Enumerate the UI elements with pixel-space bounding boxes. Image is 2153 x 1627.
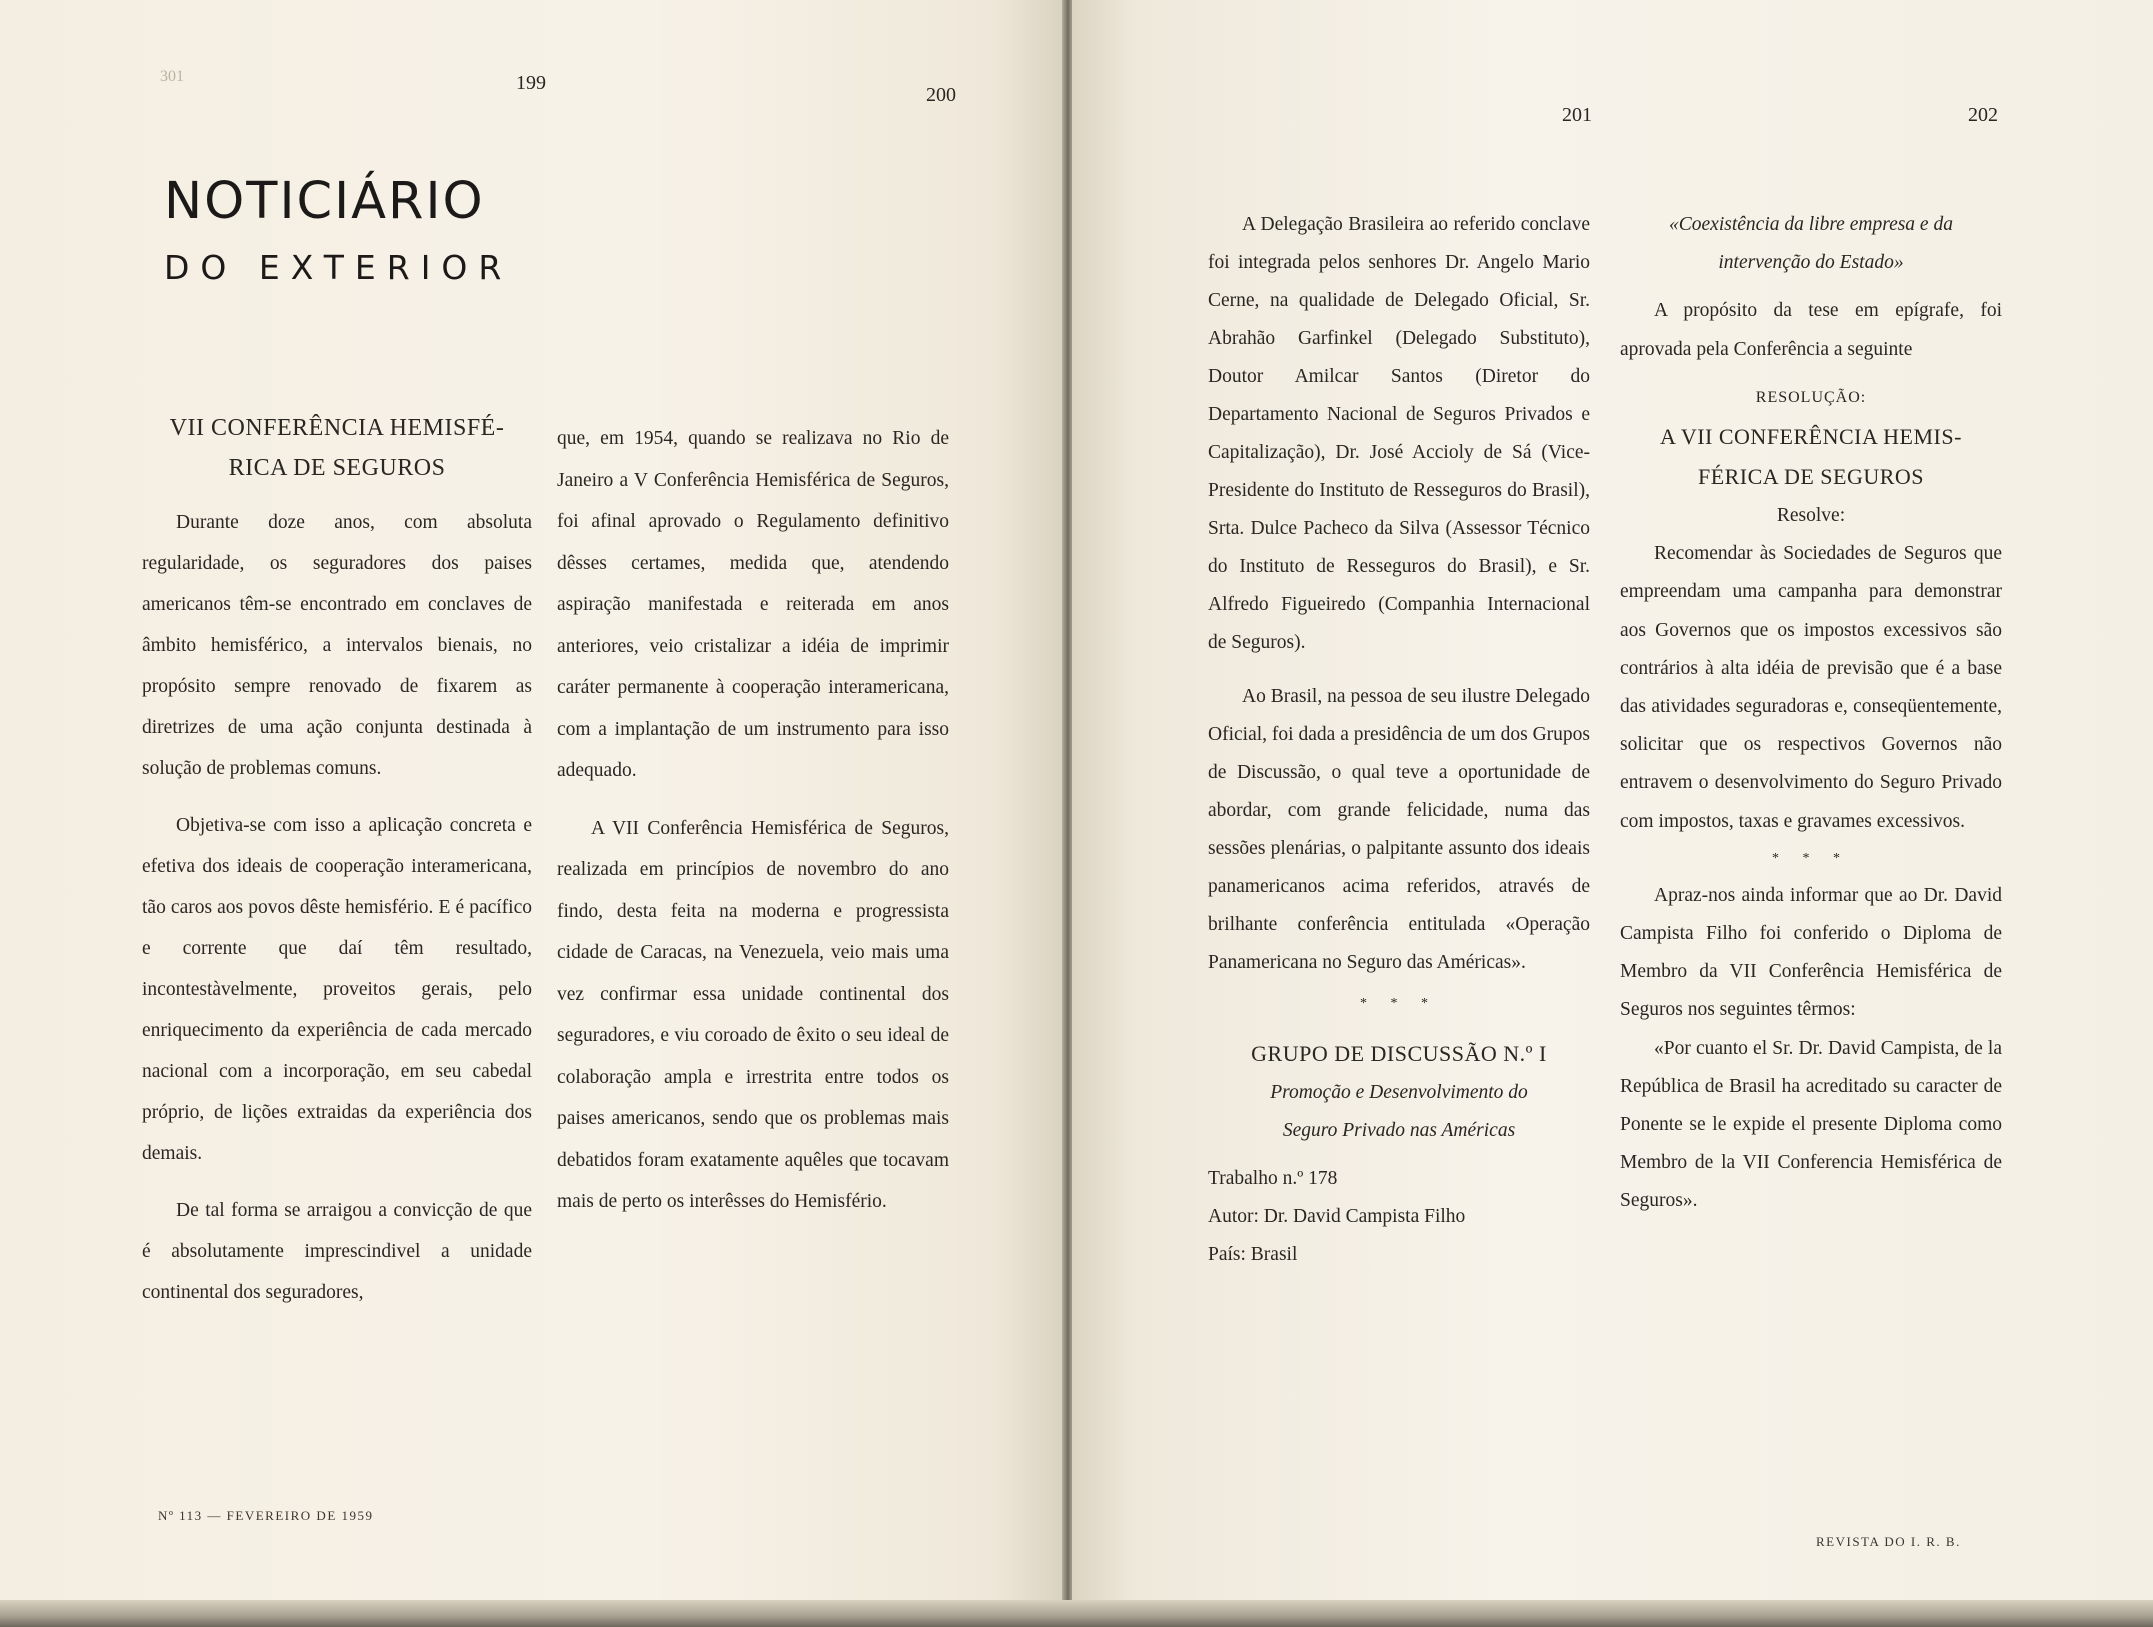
page-number-199: 199 <box>516 72 546 94</box>
paragraph: De tal forma se arraigou a convicção de que é absolutamente imprescindivel a unidade continental dos seguradores, <box>142 1200 532 1303</box>
column-4 <box>1620 206 2002 1221</box>
group-heading: GRUPO DE DISCUSSÃO N.º I <box>1251 1041 1547 1066</box>
left-footer: Nº 113 — FEVEREIRO DE 1959 <box>158 1508 374 1523</box>
paragraph: Objetiva-se com isso a aplicação concreta e efetiva dos ideais de cooperação interamericana, tão caros aos povos dêste hemisfério. E é pacífico e corrente que daí têm resultado, incontestàvelmente, proveitos gerais, pelo enriquecimento da experiência de cada mercado nacional com a incorporação, em seu cabedal próprio, de lições extraidas da experiência dos demais. <box>142 815 532 1164</box>
paragraph: A Delegação Brasileira ao referido conclave foi integrada pelos senhores Dr. Angelo Mario Cerne, na qualidade de Delegado Oficial, Sr. Abrahão Garfinkel (Delegado Substituto), Doutor Amilcar Santos (Diretor do Departamento Nacional de Seguros Privados e Capitalização), Dr. José Accioly de Sá (Vice-Presidente do Instituto de Resseguros do Brasil), Srta. Dulce Pacheco da Silva (Assessor Técnico do Instituto de Resseguros do Brasil), e Sr. Alfredo Figueiredo (Companhia Internacional de Seguros). <box>1208 214 1590 653</box>
resolution-label: RESOLUÇÃO: <box>1755 388 1867 406</box>
resolve-label: Resolve: <box>1776 505 1846 527</box>
thesis-title-line1: «Coexistência da libre empresa e da <box>1669 214 1953 235</box>
page-number-202: 202 <box>1968 104 1998 126</box>
page-bottom-edge <box>0 1600 2153 1627</box>
thesis-title-line2: intervenção do Estado» <box>1718 252 1904 274</box>
corner-mark: 301 <box>160 68 184 85</box>
group-subtitle-line1: Promoção e Desenvolvimento do <box>1270 1082 1528 1103</box>
separator: * * * <box>1360 996 1438 1011</box>
page-number-200: 200 <box>926 84 956 106</box>
column-2 <box>557 418 949 1223</box>
paragraph: Ao Brasil, na pessoa de seu ilustre Delegado Oficial, foi dada a presidência de um dos Grupos de Discussão, o qual teve a oportunidade de abordar, com grande felicidade, numa das sessões plenárias, o palpitante assunto dos ideais panamericanos acima referidos, através de brilhante conferência entitulada «Operação Panamericana no Seguro das Américas». <box>1208 686 1590 973</box>
work-number: Trabalho n.º 178 <box>1208 1168 1338 1189</box>
column-1 <box>142 408 532 1313</box>
paragraph: A propósito da tese em epígrafe, foi aprovada pela Conferência a seguinte <box>1620 300 2002 360</box>
paragraph: que, em 1954, quando se realizava no Rio de Janeiro a V Conferência Hemisférica de Seguros, foi afinal aprovado o Regulamento definitivo dêsses certames, medida que, atendendo aspiração manifestada e reiterada em anos anteriores, veio cristalizar a idéia de imprimir caráter permanente à cooperação interamericana, com a implantação de um instrumento para isso adequado. <box>557 428 949 781</box>
section-subtitle: DO EXTERIOR <box>164 248 513 287</box>
diploma-quote: «Por cuanto el Sr. Dr. David Campista, de la República de Brasil ha acreditado su caracter de Ponente se le expide el presente Diploma como Membro de la VII Conferencia Hemisférica de Seguros». <box>1620 1037 2002 1212</box>
group-subtitle-line2: Seguro Privado nas Américas <box>1282 1120 1516 1141</box>
article-heading-line1: VII CONFERÊNCIA HEMISFÉ- <box>169 415 505 441</box>
author: Autor: Dr. David Campista Filho <box>1208 1206 1466 1227</box>
separator: * * * <box>1772 850 1850 866</box>
right-footer: REVISTA DO I. R. B. <box>1816 1534 1961 1549</box>
country: País: Brasil <box>1208 1244 1298 1265</box>
resolution-text: Recomendar às Sociedades de Seguros que empreendam uma campanha para demonstrar aos Governos que os impostos excessivos são contrários à alta idéia de previsão que é a base das atividades seguradoras e, conseqüentemente, solicitar que os respectivos Governos não entravem o desenvolvimento do Seguro Privado com impostos, taxas e gravames excessivos. <box>1620 543 2002 832</box>
paragraph: Durante doze anos, com absoluta regularidade, os seguradores dos paises americanos têm-se encontrado em conclaves de âmbito hemisférico, a intervalos bienais, no propósito sempre renovado de fixarem as diretrizes de uma ação conjunta destinada à solução de problemas comuns. <box>142 512 532 779</box>
conference-heading-line1: A VII CONFERÊNCIA HEMIS- <box>1660 424 1962 450</box>
left-page <box>0 0 1066 1627</box>
column-3 <box>1208 206 1590 1274</box>
paragraph: Apraz-nos ainda informar que ao Dr. David Campista Filho foi conferido o Diploma de Membro da VII Conferência Hemisférica de Seguros nos seguintes têrmos: <box>1620 884 2002 1021</box>
conference-heading-line2: FÉRICA DE SEGUROS <box>1697 464 1925 490</box>
article-heading-line2: RICA DE SEGUROS <box>228 455 446 481</box>
paragraph: A VII Conferência Hemisférica de Seguros, realizada em princípios de novembro do ano findo, desta feita na moderna e progressista cidade de Caracas, na Venezuela, veio mais uma vez confirmar essa unidade continental dos seguradores, e viu coroado de êxito o seu ideal de colaboração ampla e irrestrita entre todos os paises americanos, sendo que os problemas mais debatidos foram exatamente aquêles que tocavam mais de perto os interêsses do Hemisfério. <box>557 817 949 1212</box>
page-number-201: 201 <box>1562 104 1592 126</box>
section-title: NOTICIÁRIO <box>164 172 485 231</box>
